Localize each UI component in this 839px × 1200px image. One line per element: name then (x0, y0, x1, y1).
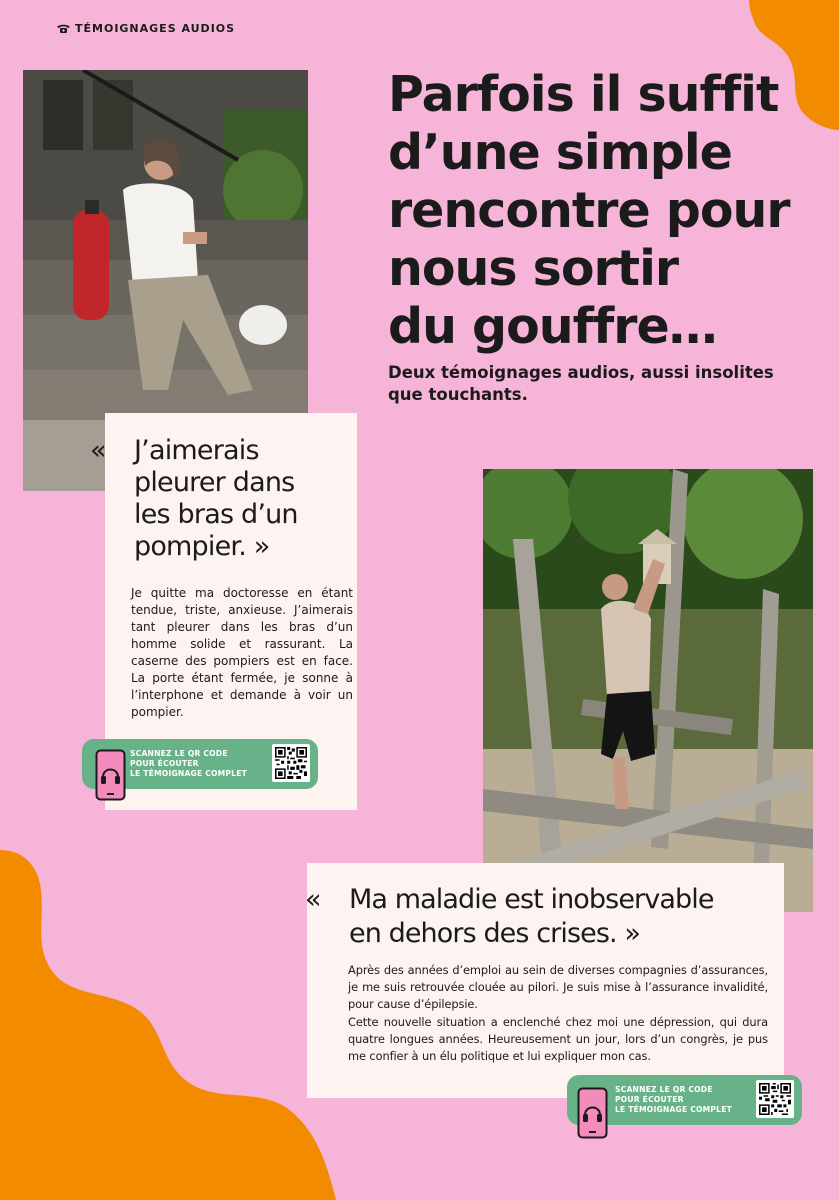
testimonial-1-quote-line-4: pompier. » (134, 531, 270, 562)
qr-callout-1-text (130, 749, 247, 779)
subheadline-line-2: que touchants. (388, 385, 528, 404)
testimonial-2-quote-line-2: en dehors des crises. » (349, 918, 641, 949)
qr-code-2-pattern (759, 1083, 791, 1115)
headline-line-1: Parfois il suffit (388, 66, 779, 123)
testimonial-2-quote (305, 883, 777, 951)
qr-callout-2[interactable] (567, 1075, 802, 1125)
qr-callout-line-2: POUR ÉCOUTER (130, 759, 199, 768)
headline-line-2: d’une simple (388, 124, 732, 181)
headline-line-5: du gouffre… (388, 298, 717, 355)
testimonial-1-quote (90, 435, 357, 563)
section-label-text: TÉMOIGNAGES AUDIOS (75, 22, 236, 35)
section-label (57, 22, 235, 35)
photo-woman-birdhouse (483, 469, 813, 912)
smartphone-headphones-icon (95, 749, 126, 801)
qr-callout-line-3: LE TÉMOIGNAGE COMPLET (615, 1105, 732, 1114)
quote-open-mark: « (305, 884, 321, 915)
quote-open-mark: « (90, 435, 106, 466)
subheadline (388, 362, 788, 406)
testimonial-1-quote-line-2: pleurer dans (134, 467, 295, 498)
testimonial-card-2 (307, 863, 784, 1098)
headline (388, 66, 808, 356)
telephone-icon (57, 24, 70, 33)
testimonial-1-paragraph: Je quitte ma doctoresse en étant tendue, triste, anxieuse. J’aimerais tant pleurer dans les bras d’un homme solide et rassurant. La caserne des pompiers est en face. La porte étant fermée, je sonne à l’interphone et demande à voir un pompier. (131, 586, 353, 719)
testimonial-2-paragraph-2: Cette nouvelle situation a enclenché chez moi une dépression, qui dura quatre longues années. Heureusement un jour, lors d’un congrès, je pus me confier à un élu politique et lui expliquer mon cas. (348, 1014, 768, 1064)
testimonial-2-paragraph-1: Après des années d’emploi au sein de diverses compagnies d’assurances, je me suis retrouvée clouée au pilori. Je suis mise à l’assurance invalidité, pour cause d’épilepsie. (348, 963, 768, 1012)
testimonial-1-body (131, 585, 353, 721)
orange-blob-bottom (0, 850, 340, 1200)
quote-line-text: Ma maladie est inobservable (349, 884, 714, 915)
testimonial-1-quote-line-3: les bras d’un (134, 499, 298, 530)
headline-line-4: nous sortir (388, 240, 679, 297)
quote-line-text: J’aimerais (134, 435, 259, 466)
qr-code-1-pattern (275, 747, 307, 779)
qr-callout-2-text (615, 1085, 732, 1115)
qr-code-1[interactable] (272, 744, 310, 782)
qr-callout-line-3: LE TÉMOIGNAGE COMPLET (130, 769, 247, 778)
qr-code-2[interactable] (756, 1080, 794, 1118)
qr-callout-1[interactable] (82, 739, 318, 789)
testimonial-2-body (348, 962, 768, 1065)
qr-callout-line-1: SCANNEZ LE QR CODE (615, 1085, 713, 1094)
subheadline-line-1: Deux témoignages audios, aussi insolites (388, 363, 774, 382)
qr-callout-line-2: POUR ÉCOUTER (615, 1095, 684, 1104)
testimonial-2-quote-line-1 (305, 883, 777, 917)
smartphone-headphones-icon (577, 1087, 608, 1139)
headline-line-3: rencontre pour (388, 182, 790, 239)
testimonial-1-quote-line-1 (90, 435, 357, 467)
qr-callout-line-1: SCANNEZ LE QR CODE (130, 749, 228, 758)
